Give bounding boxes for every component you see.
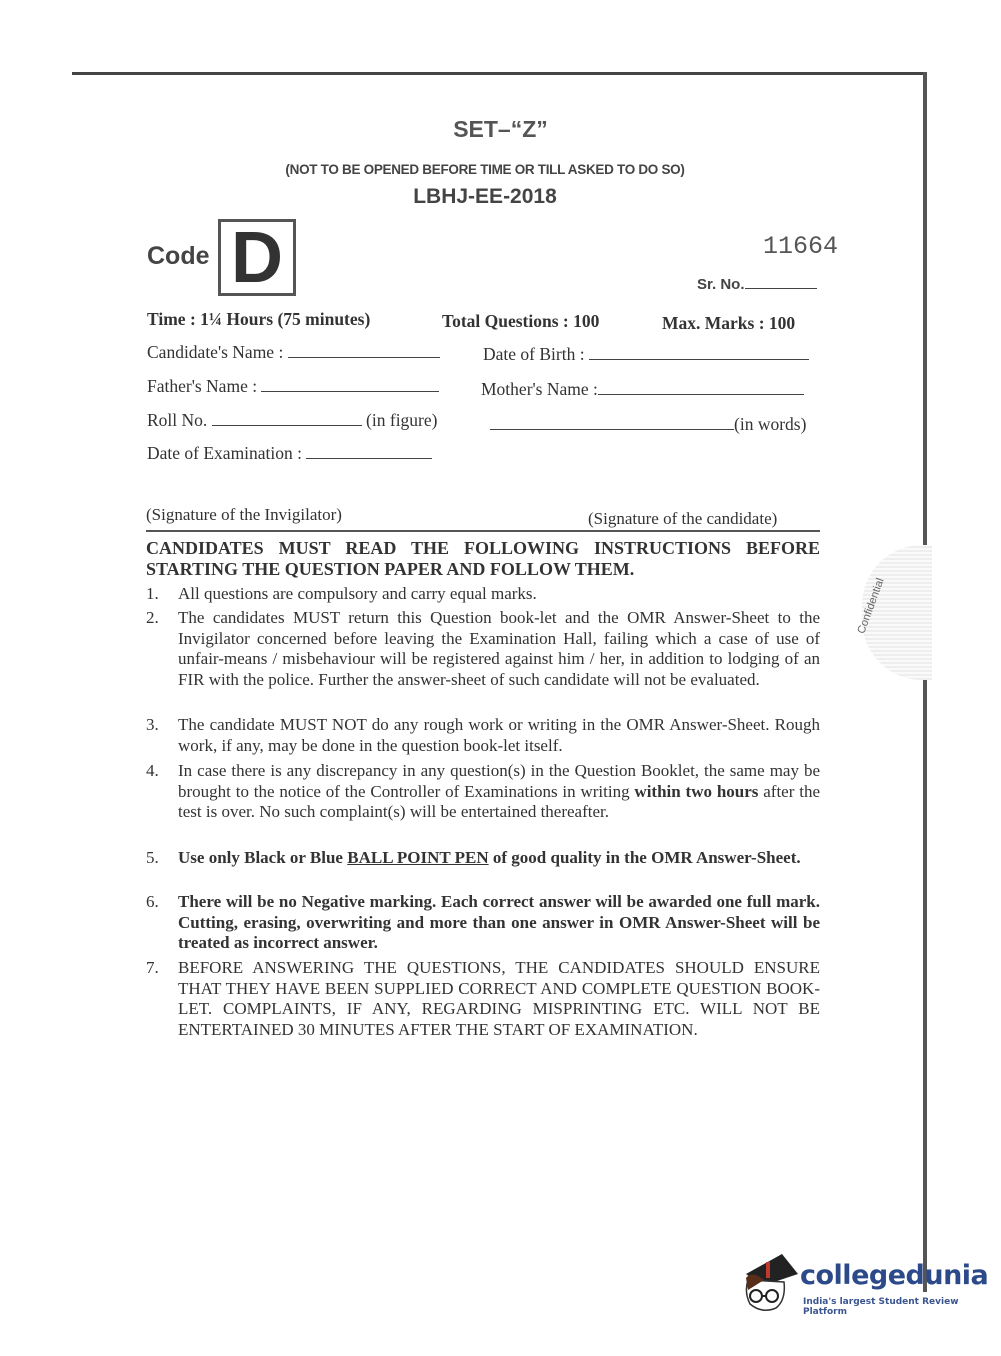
top-border [72,72,927,75]
instruction-4: 4. In case there is any discrepancy in any question(s) in the Question Booklet, the same may be brought to the notice of the Controller of Examinations in writing within two hours after the test is over. No such complaint(s) will be entertained thereafter. [146,761,820,821]
total-questions: Total Questions : 100 [442,311,600,331]
invigilator-signature: (Signature of the Invigilator) [146,505,342,524]
sr-no-field: Sr. No. [697,276,817,293]
instruction-1: 1. All questions are compulsory and carry equal marks. [146,584,537,603]
serial-number: 11664 [763,232,839,261]
roll-no-field: Roll No. (in figure) [147,410,438,430]
collegedunia-tagline: India's largest Student Review Platform [803,1297,959,1317]
instruction-5: 5. Use only Black or Blue BALL POINT PEN of good quality in the OMR Answer-Sheet. [146,848,801,867]
exam-code: LBHJ-EE-2018 [413,185,557,208]
exam-date-field: Date of Examination : [147,443,432,464]
instruction-3: 3. The candidate MUST NOT do any rough work or writing in the OMR Answer-Sheet. Rough work, if any, may be done in the question book-let itself. [146,715,820,755]
opening-note: (NOT TO BE OPENED BEFORE TIME OR TILL ASKED TO DO SO) [285,162,685,177]
max-marks: Max. Marks : 100 [662,313,796,333]
father-name-field: Father's Name : [147,376,439,397]
candidate-signature: (Signature of the candidate) [588,509,778,528]
candidate-name-field: Candidate's Name : [147,342,440,363]
instruction-2: 2. The candidates MUST return this Question book-let and the OMR Answer-Sheet to the Invigilator concerned before leaving the Examination Hall, failing which a case of use of unfair-means / misbehaviour will be registered against him / her, in addition to lodging of an FIR with the police. Further the answer-sheet of such candidate will not be evaluated. [146,608,820,689]
time: Time : 1¼ Hours (75 minutes) [147,309,371,329]
set-label: SET–“Z” [453,116,548,142]
code-label: Code [147,242,210,270]
collegedunia-watermark: collegedunia [800,1260,989,1291]
divider [146,530,820,532]
roll-no-words-field: (in words) [490,414,806,435]
right-border [923,72,927,1292]
code-box: D [218,219,296,296]
instruction-6: 6. There will be no Negative marking. Each correct answer will be awarded one full mark. Cutting, erasing, overwriting and more than one answer in OMR Answer-Sheet will be treated as incorrect answer. [146,892,820,952]
mother-name-field: Mother's Name : [481,379,804,400]
instructions-heading: CANDIDATES MUST READ THE FOLLOWING INSTRUCTIONS BEFORE STARTING THE QUESTION PAPER AND FOLLOW THEM. [146,538,820,579]
collegedunia-mascot-icon [742,1252,800,1314]
confidential-stamp: Confidential [862,545,932,680]
dob-field: Date of Birth : [483,344,809,365]
instruction-7: 7. BEFORE ANSWERING THE QUESTIONS, THE CANDIDATES SHOULD ENSURE THAT THEY HAVE BEEN SUPPLIED CORRECT AND COMPLETE QUESTION BOOK-LET. COMPLAINTS, IF ANY, REGARDING MISPRINTING ETC. WILL NOT BE ENTERTAINED 30 MINUTES AFTER THE START OF EXAMINATION. [146,958,820,1039]
